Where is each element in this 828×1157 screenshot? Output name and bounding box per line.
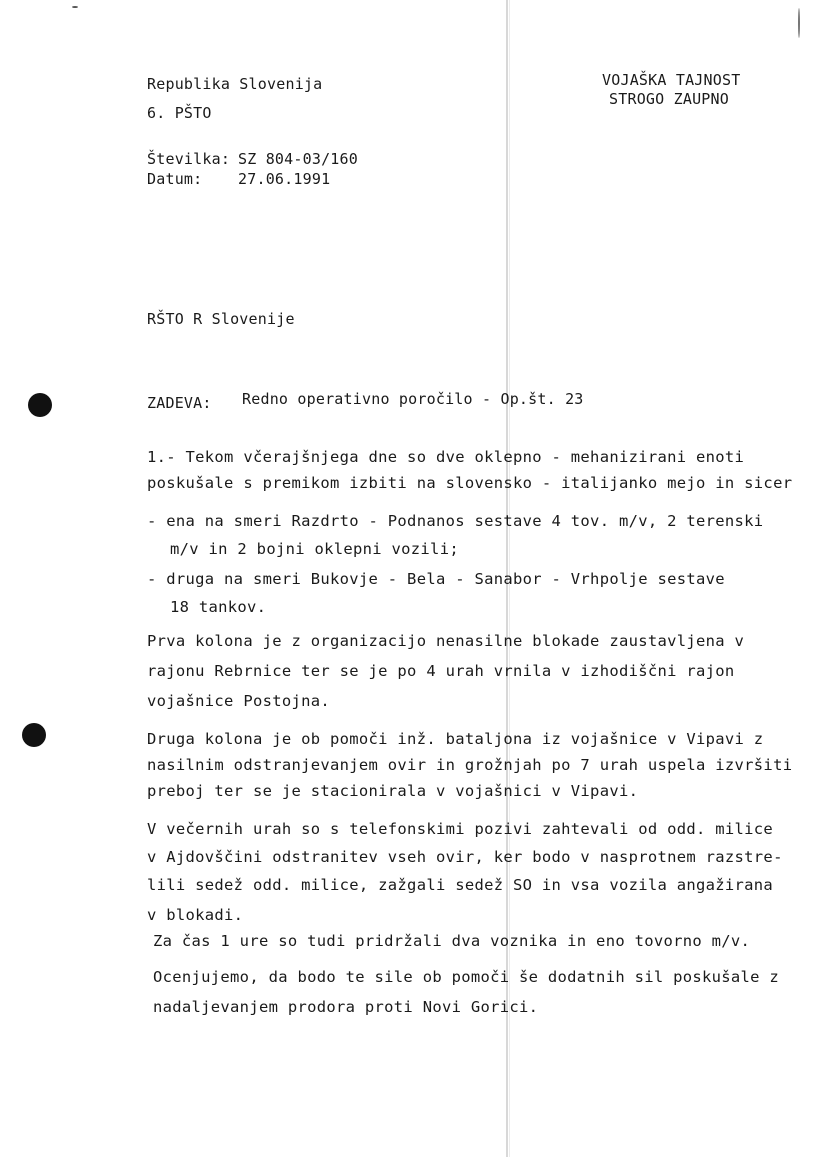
punch-hole-bottom — [22, 723, 46, 747]
bullet-line: - druga na smeri Bukovje - Bela - Sanabor - Vrhpolje sestave — [147, 570, 725, 588]
bullet-line-cont: 18 tankov. — [170, 598, 267, 616]
body-line: poskušale s premikom izbiti na slovensko - italijanko mejo in sicer — [147, 474, 793, 492]
recipient: RŠTO R Slovenije — [147, 310, 295, 328]
body-line: v Ajdovščini odstranitev vseh ovir, ker bodo v nasprotnem razstre- — [147, 848, 783, 866]
punch-hole-top — [28, 393, 52, 417]
body-line: preboj ter se je stacionirala v vojašnici v Vipavi. — [147, 782, 639, 800]
scan-speck — [72, 6, 78, 8]
number-value: SZ 804-03/160 — [238, 150, 358, 168]
subject-label: ZADEVA: — [147, 394, 212, 412]
body-line: vojašnice Postojna. — [147, 692, 331, 710]
classification-line2: STROGO ZAUPNO — [609, 90, 729, 108]
sender-line1: Republika Slovenija — [147, 75, 323, 93]
subject-text: Redno operativno poročilo - Op.št. 23 — [242, 390, 584, 408]
body-line: nasilnim odstranjevanjem ovir in grožnjah po 7 urah uspela izvršiti — [147, 756, 793, 774]
body-line: 1.- Tekom včerajšnjega dne so dve oklepno - mehanizirani enoti — [147, 448, 745, 466]
body-line: V večernih urah so s telefonskimi pozivi zahtevali od odd. milice — [147, 820, 774, 838]
body-line: nadaljevanjem prodora proti Novi Gorici. — [153, 998, 539, 1016]
bullet-line: - ena na smeri Razdrto - Podnanos sestave 4 tov. m/v, 2 terenski — [147, 512, 764, 530]
date-value: 27.06.1991 — [238, 170, 331, 188]
classification-line1: VOJAŠKA TAJNOST — [602, 71, 741, 89]
date-label: Datum: — [147, 170, 203, 188]
body-line: lili sedež odd. milice, zažgali sedež SO in vsa vozila angažirana — [147, 876, 774, 894]
body-line: v blokadi. — [147, 906, 244, 924]
body-line: Za čas 1 ure so tudi pridržali dva voznika in eno tovorno m/v. — [153, 932, 751, 950]
sender-line2: 6. PŠTO — [147, 104, 212, 122]
body-line: rajonu Rebrnice ter se je po 4 urah vrnila v izhodiščni rajon — [147, 662, 735, 680]
scan-mark — [798, 8, 800, 38]
number-label: Številka: — [147, 150, 231, 168]
body-line: Ocenjujemo, da bodo te sile ob pomoči še dodatnih sil poskušale z — [153, 968, 780, 986]
body-line: Druga kolona je ob pomoči inž. bataljona iz vojašnice v Vipavi z — [147, 730, 764, 748]
body-line: Prva kolona je z organizacijo nenasilne blokade zaustavljena v — [147, 632, 745, 650]
bullet-line-cont: m/v in 2 bojni oklepni vozili; — [170, 540, 459, 558]
